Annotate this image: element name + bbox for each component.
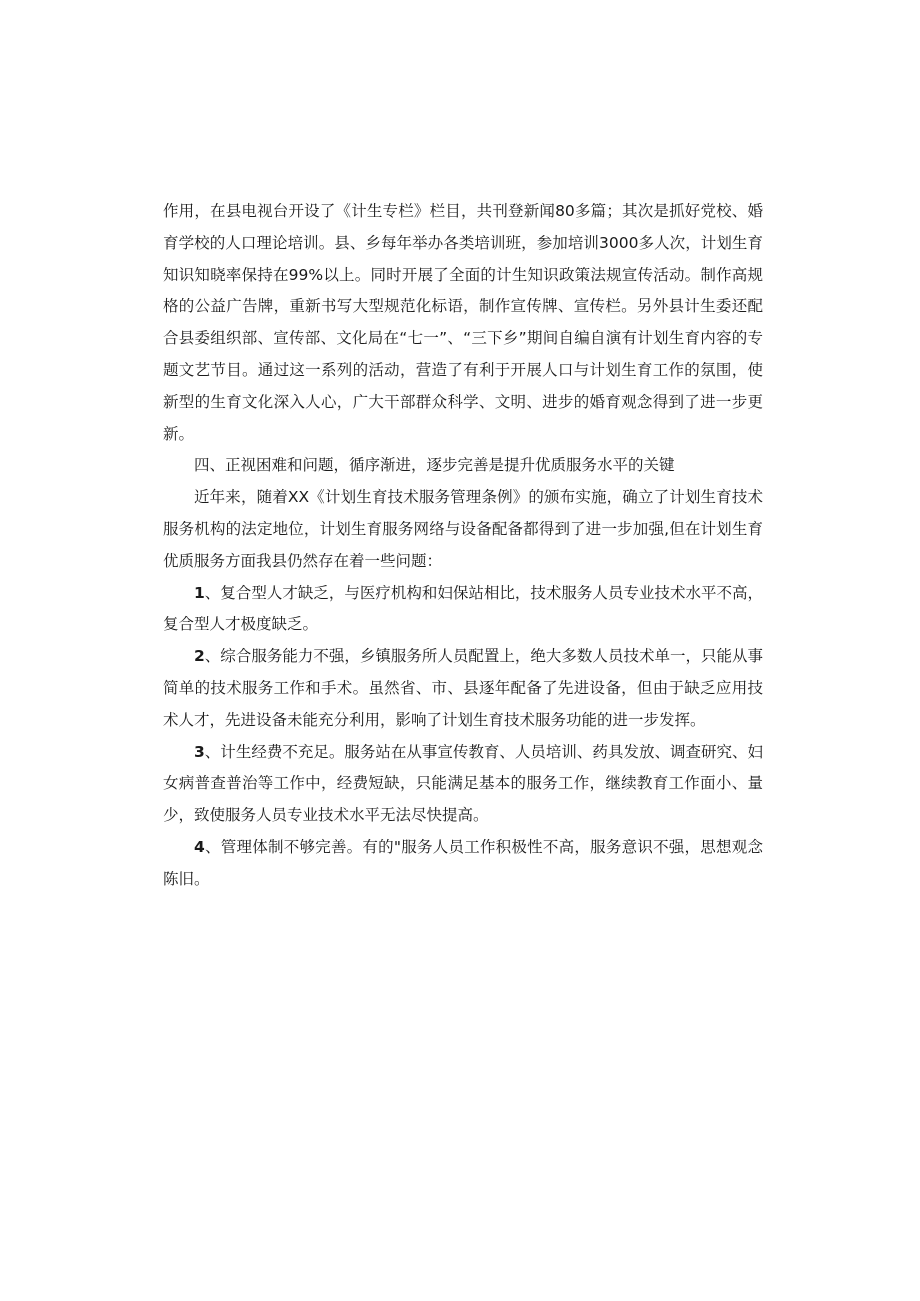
section-heading-four: 四、正视困难和问题，循序渐进，逐步完善是提升优质服务水平的关键 (194, 456, 675, 475)
problem-item-4 (163, 832, 763, 896)
problem-text: 、综合服务能力不强，乡镇服务所人员配置上，绝大多数人员技术单一，只能从事简单的技术服务工作和手术。虽然省、市、县逐年配备了先进设备，但由于缺乏应用技术人才，先进设备未能充分利用，影响了计划生育技术服务功能的进一步发挥。 (163, 647, 763, 729)
problem-text: 、管理体制不够完善。有的"服务人员工作积极性不高，服务意识不强，思想观念陈旧。 (163, 837, 763, 888)
problem-item-3 (163, 737, 763, 832)
problem-number: 2 (194, 647, 205, 666)
problem-item-2 (163, 641, 763, 736)
problem-number: 1 (194, 583, 205, 602)
document-body (163, 196, 763, 896)
problem-text: 、复合型人才缺乏，与医疗机构和妇保站相比，技术服务人员专业技术水平不高，复合型人才极度缺乏。 (163, 583, 763, 634)
problem-number: 3 (194, 742, 205, 761)
problem-text: 、计生经费不充足。服务站在从事宣传教育、人员培训、药具发放、调查研究、妇女病普查普治等工作中，经费短缺，只能满足基本的服务工作，继续教育工作面小、量少，致使服务人员专业技术水平无法尽快提高。 (163, 742, 763, 825)
paragraph-intro-problems: 近年来，随着XX《计划生育技术服务管理条例》的颁布实施，确立了计划生育技术服务机构的法定地位，计划生育服务网络与设备配备都得到了进一步加强,但在计划生育优质服务方面我县仍然存在着一些问题： (163, 488, 763, 570)
problem-number: 4 (194, 837, 205, 856)
problem-item-1 (163, 578, 763, 642)
paragraph-propaganda-continued: 作用，在县电视台开设了《计生专栏》栏目，共刊登新闻80多篇；其次是抓好党校、婚育学校的人口理论培训。县、乡每年举办各类培训班，参加培训3000多人次，计划生育知识知晓率保持在99%以上。同时开展了全面的计生知识政策法规宣传活动。制作高规格的公益广告牌，重新书写大型规范化标语，制作宣传牌、宣传栏。另外县计生委还配合县委组织部、宣传部、文化局在“七一”、“三下乡”期间自编自演有计划生育内容的专题文艺节目。通过这一系列的活动，营造了有利于开展人口与计划生育工作的氛围，使新型的生育文化深入人心，广大干部群众科学、文明、进步的婚育观念得到了进一步更新。 (163, 202, 763, 443)
